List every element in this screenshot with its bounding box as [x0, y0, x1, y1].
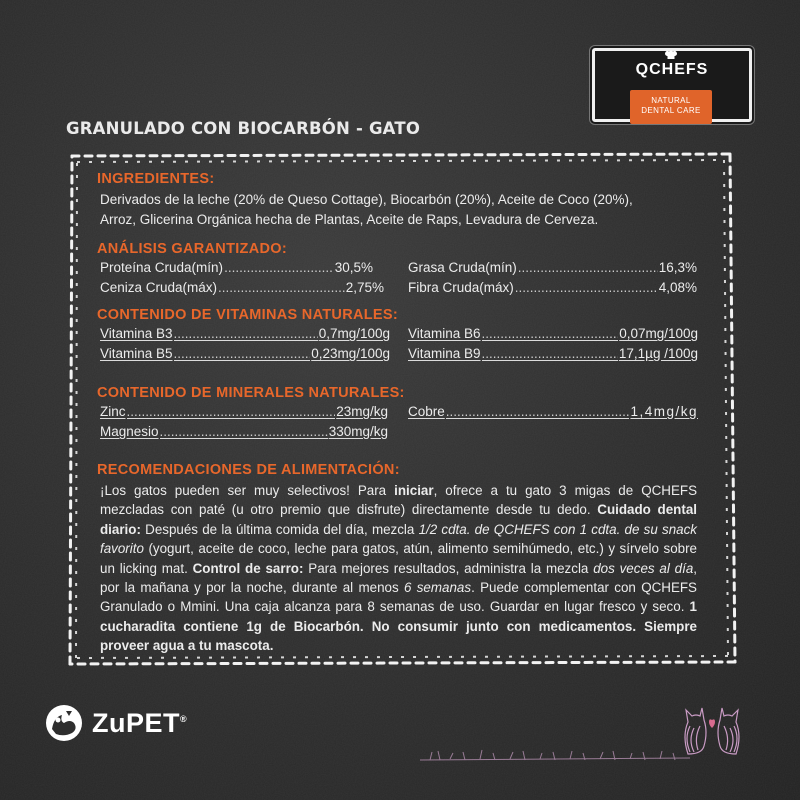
- rec-italic: 1/2 cdta. de QCHEFS con 1 cdta. de su snack favorito: [100, 521, 697, 557]
- ingredients-line-1: Derivados de la leche (20% de Queso Cottage), Biocarbón (20%), Aceite de Coco (20%),: [100, 192, 633, 207]
- registered-mark: ®: [180, 713, 188, 724]
- dot-leader: [482, 346, 618, 361]
- mineral-row-magnesium: [100, 424, 388, 443]
- row-label: Cobre: [408, 404, 445, 419]
- analysis-row-fat: [408, 260, 697, 279]
- vitamin-row-b5: [100, 346, 390, 365]
- row-value: 1,4mg/kg: [630, 404, 698, 419]
- dot-leader: [174, 326, 318, 341]
- row-value: 23mg/kg: [336, 404, 388, 419]
- dot-leader: [127, 404, 336, 419]
- grass-decoration: [420, 740, 690, 762]
- row-label: Proteína Cruda(mín): [100, 260, 224, 275]
- row-label: Fibra Cruda(máx): [408, 280, 514, 295]
- vitamin-row-b3: [100, 326, 390, 345]
- rec-text: , por la mañana y por la noche, durante al menos: [100, 560, 698, 596]
- row-value: 30,5%: [334, 260, 373, 275]
- row-value: 16,3%: [658, 260, 697, 275]
- page-title: GRANULADO CON BIOCARBÓN - GATO: [66, 119, 421, 138]
- zupet-logo: [44, 705, 187, 741]
- rec-text: , ofrece a tu gato 3 migas de QCHEFS mezcladas con paté (u otro premio que disfrute) directamente desde tu dedo.: [100, 483, 697, 518]
- vitamins-title: CONTENIDO DE VITAMINAS NATURALES:: [97, 307, 398, 323]
- mineral-row-copper: [408, 404, 698, 423]
- rec-bold: iniciar: [394, 483, 434, 498]
- rec-italic: dos veces al día: [593, 560, 694, 576]
- row-label: Vitamina B3: [100, 326, 173, 341]
- rec-text: (yogurt, aceite de coco, leche para gatos, atún, alimento semihúmedo, etc.) y sírvelo sobre un licking mat.: [100, 541, 697, 576]
- row-value: 0,07mg/100g: [619, 326, 698, 341]
- recommendations-text: [100, 481, 697, 656]
- analysis-row-fiber: [408, 280, 697, 299]
- heart-shape: [709, 719, 715, 728]
- row-label: Grasa Cruda(mín): [408, 260, 517, 275]
- recommendations-title: RECOMENDACIONES DE ALIMENTACIÓN:: [97, 462, 400, 478]
- row-value: 0,7mg/100g: [318, 326, 390, 341]
- row-value: 2,75%: [345, 280, 384, 295]
- dot-leader: [160, 424, 328, 439]
- row-value: 17,1µg /100g: [618, 346, 698, 361]
- rec-text: ¡Los gatos pueden ser muy selectivos! Para: [100, 483, 395, 498]
- row-label: Vitamina B9: [408, 346, 481, 361]
- analysis-row-protein: [100, 260, 373, 279]
- row-label: Ceniza Cruda(máx): [100, 280, 218, 295]
- zupet-name: ZuPET: [92, 707, 180, 738]
- dot-leader: [482, 326, 619, 341]
- chef-hat-icon: [664, 49, 678, 60]
- analysis-row-ash: [100, 280, 384, 299]
- ingredients-title: INGREDIENTES:: [97, 171, 215, 187]
- rec-text: Después de la última comida del día, mezcla: [140, 521, 419, 537]
- vitamin-row-b9: [408, 346, 698, 365]
- logo-tagline-line2: DENTAL CARE: [641, 106, 701, 115]
- dot-leader: [224, 260, 334, 275]
- mineral-row-zinc: [100, 404, 388, 423]
- pets-icon: [44, 703, 84, 743]
- rec-bold: 1 cucharadita contiene 1g de Biocarbón. No consumir junto con medicamentos. Siempre proveer agua a tu mascota: [100, 599, 697, 654]
- row-label: Zinc: [100, 404, 126, 419]
- row-label: Magnesio: [100, 424, 159, 439]
- dot-leader: [518, 260, 658, 275]
- row-label: Vitamina B5: [100, 346, 173, 361]
- row-value: 330mg/kg: [328, 424, 388, 439]
- dot-leader: [446, 404, 630, 419]
- rec-bold: Cuidado dental diario:: [100, 502, 697, 537]
- zupet-wordmark: [92, 708, 187, 739]
- dot-leader: [174, 346, 311, 361]
- logo-brand-name: QCHEFS: [635, 61, 709, 78]
- minerals-title: CONTENIDO DE MINERALES NATURALES:: [97, 385, 405, 401]
- analysis-title: ANÁLISIS GARANTIZADO:: [97, 241, 287, 257]
- rec-text: . Puede complementar con QCHEFS Granulado o Mmini. Una caja alcanza para 8 semanas de uso. Guardar en lugar fresco y seco.: [100, 580, 697, 615]
- row-value: 0,23mg/100g: [311, 346, 390, 361]
- rec-text: Para mejores resultados, administra la mezcla: [303, 560, 594, 576]
- row-label: Vitamina B6: [408, 326, 481, 341]
- rec-bold: .: [269, 638, 274, 654]
- dot-leader: [515, 280, 658, 295]
- logo-tagline: [630, 90, 712, 124]
- dot-leader: [218, 280, 345, 295]
- rec-italic: 6 semanas: [403, 580, 472, 596]
- rec-bold: Control de sarro:: [192, 560, 304, 576]
- row-value: 4,08%: [658, 280, 697, 295]
- logo-tagline-line1: NATURAL: [651, 96, 691, 105]
- vitamin-row-b6: [408, 326, 698, 345]
- ingredients-line-2: Arroz, Glicerina Orgánica hecha de Plantas, Aceite de Raps, Levadura de Cerveza.: [100, 212, 599, 227]
